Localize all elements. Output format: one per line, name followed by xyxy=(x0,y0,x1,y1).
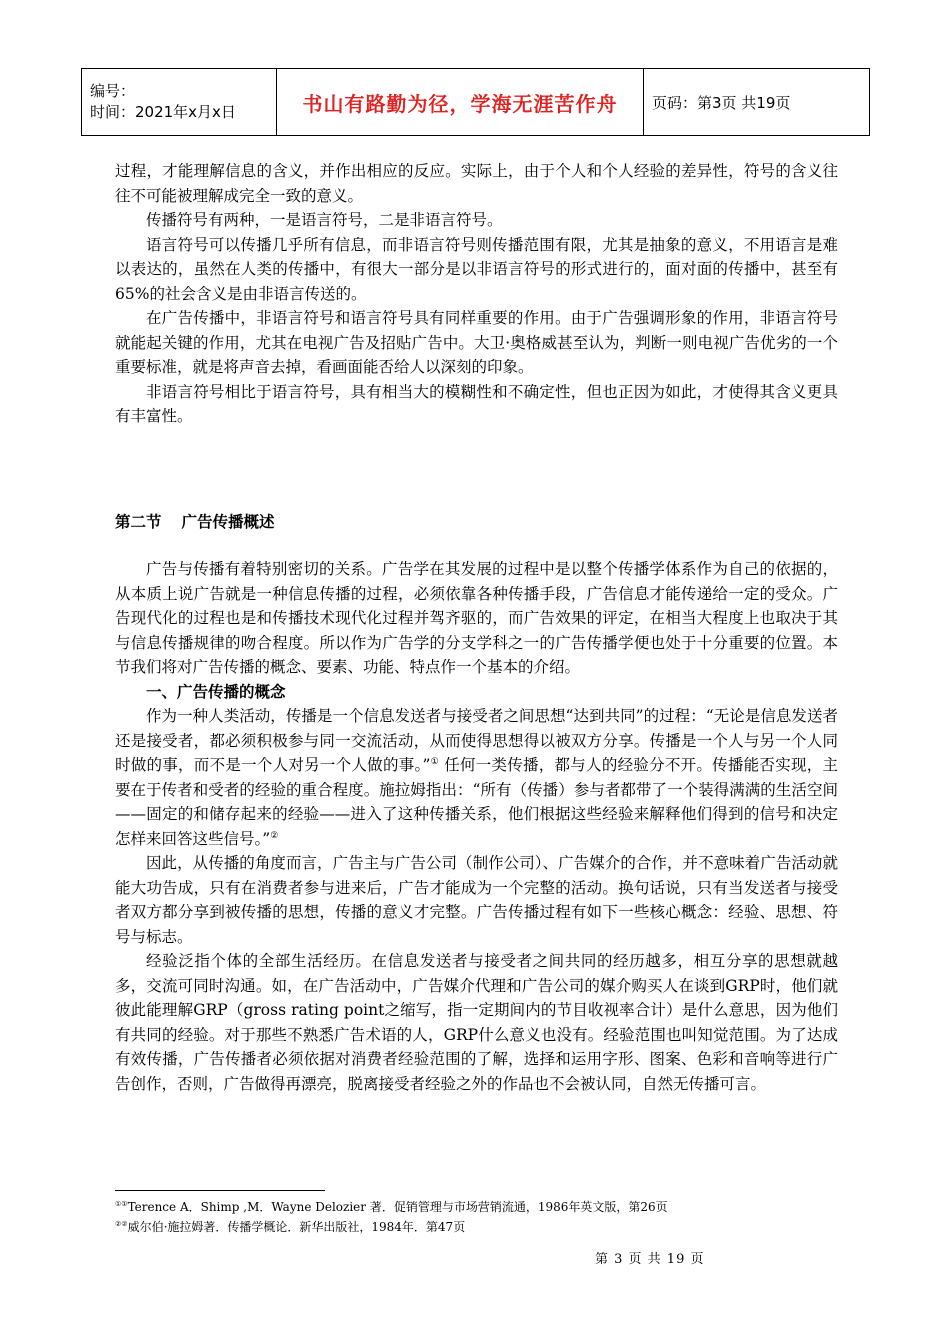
header-meta-cell xyxy=(82,69,277,136)
paragraph-text: 任何一类传播，都与人的经验分不开。传播能否实现，主要在于传者和受者的经验的重合程度。施拉姆指出：“所有（传播）参与者都带了一个装得满满的生活空间——固定的和储存起来的经验——进入了这种传播关系，他们根据这些经验来解释他们得到的信号和决定怎样来回答这些信号。” xyxy=(115,756,838,848)
paragraph: 非语言符号相比于语言符号，具有相当大的模糊性和不确定性，但也正因为如此，才使得其含义更具有丰富性。 xyxy=(115,382,838,425)
document-header xyxy=(81,68,870,136)
paragraph: 语言符号可以传播几乎所有信息，而非语言符号则传播范围有限，尤其是抽象的意义，不用语言是难以表达的，虽然在人类的传播中，有很大一部分是以非语言符号的形式进行的，面对面的传播中，甚至有65%的社会含义是由非语言传送的。 xyxy=(115,235,838,303)
paragraph: 过程，才能理解信息的含义，并作出相应的反应。实际上，由于个人和个人经验的差异性，符号的含义往往不可能被理解成完全一致的意义。 xyxy=(115,162,838,205)
header-page-cell xyxy=(644,69,870,136)
footnote-mark: ②② xyxy=(115,1220,128,1228)
section-heading xyxy=(115,510,275,532)
document-number-label: 编号： xyxy=(90,82,136,100)
paragraph-text: 作为一种人类活动，传播是一个信息发送者与接受者之间思想“达到共同”的过程：“无论是信息发送者还是接受者，都必须积极参与同一交流活动，从而使得思想得以被双方分享。传播是一个人与另一个人同时做的事，而不是一个人对另一个人做的事。” xyxy=(115,707,838,774)
footnote xyxy=(115,1216,835,1236)
body-text-top xyxy=(115,159,838,429)
footnote xyxy=(115,1196,835,1216)
body-text-main xyxy=(115,557,838,1096)
intro-paragraph: 广告与传播有着特别密切的关系。广告学在其发展的过程中是以整个传播学体系作为自己的依据的，从本质上说广告就是一种信息传播的过程，必须依靠各种传播手段，广告信息才能传递给一定的受众。广告现代化的过程也是和传播技术现代化过程并驾齐驱的，而广告效果的评定，在相当大程度上也取决于其与信息传播规律的吻合程度。所以作为广告学的分支学科之一的广告传播学便也处于十分重要的位置。本节我们将对广告传播的概念、要素、功能、特点作一个基本的介绍。 xyxy=(115,560,838,676)
header-motto: 书山有路勤为径，学海无涯苦作舟 xyxy=(302,91,618,116)
footnote-text: 威尔伯·施拉姆著．传播学概论．新华出版社，1984年．第47页 xyxy=(127,1220,466,1234)
document-date-label: 时间：2021年x月x日 xyxy=(90,103,236,121)
subheading: 一、广告传播的概念 xyxy=(146,682,286,701)
page-footer: 第 3 页 共 19 页 xyxy=(595,1252,705,1267)
footnote-ref[interactable]: ② xyxy=(270,830,279,841)
paragraph xyxy=(115,704,838,851)
paragraph: 经验泛指个体的全部生活经历。在信息发送者与接受者之间共同的经历越多，相互分享的思想就越多，交流可同时沟通。如，在广告活动中，广告媒介代理和广告公司的媒介购买人在谈到GRP时，他们就彼此能理解GRP（gross rating point之缩写，指一定期间内的节目收视率合计）是什么意思，因为他们有共同的经验。对于那些不熟悉广告术语的人，GRP什么意义也没有。经验范围也叫知觉范围。为了达成有效传播，广告传播者必须依据对消费者经验范围的了解，选择和运用字形、图案、色彩和音响等进行广告创作，否则，广告做得再漂亮，脱离接受者经验之外的作品也不会被认同，自然无传播可言。 xyxy=(115,952,838,1093)
section-title: 广告传播概述 xyxy=(181,513,275,531)
footnote-ref[interactable]: ① xyxy=(430,756,439,767)
header-page-label: 页码：第3页 共19页 xyxy=(652,93,791,112)
footnotes xyxy=(115,1196,835,1236)
paragraph: 因此，从传播的角度而言，广告主与广告公司（制作公司）、广告媒介的合作，并不意味着广告活动就能大功告成，只有在消费者参与进来后，广告才能成为一个完整的活动。换句话说，只有当发送者与接受者双方都分享到被传播的思想，传播的意义才完整。广告传播过程有如下一些核心概念：经验、思想、符号与标志。 xyxy=(115,854,838,946)
paragraph: 在广告传播中，非语言符号和语言符号具有同样重要的作用。由于广告强调形象的作用，非语言符号就能起关键的作用，尤其在电视广告及招贴广告中。大卫·奥格威甚至认为，判断一则电视广告优劣的一个重要标准，就是将声音去掉，看画面能否给人以深刻的印象。 xyxy=(115,309,838,376)
footnote-divider xyxy=(115,1190,325,1191)
footnote-mark: ①① xyxy=(115,1200,128,1208)
header-motto-cell xyxy=(277,69,644,136)
paragraph: 传播符号有两种，一是语言符号，二是非语言符号。 xyxy=(146,211,503,229)
section-number: 第二节 xyxy=(115,513,162,531)
footnote-text: Terence A．Shimp ,M．Wayne Delozier 著．促销管理与市场营销流通，1986年英文版，第26页 xyxy=(127,1200,668,1214)
